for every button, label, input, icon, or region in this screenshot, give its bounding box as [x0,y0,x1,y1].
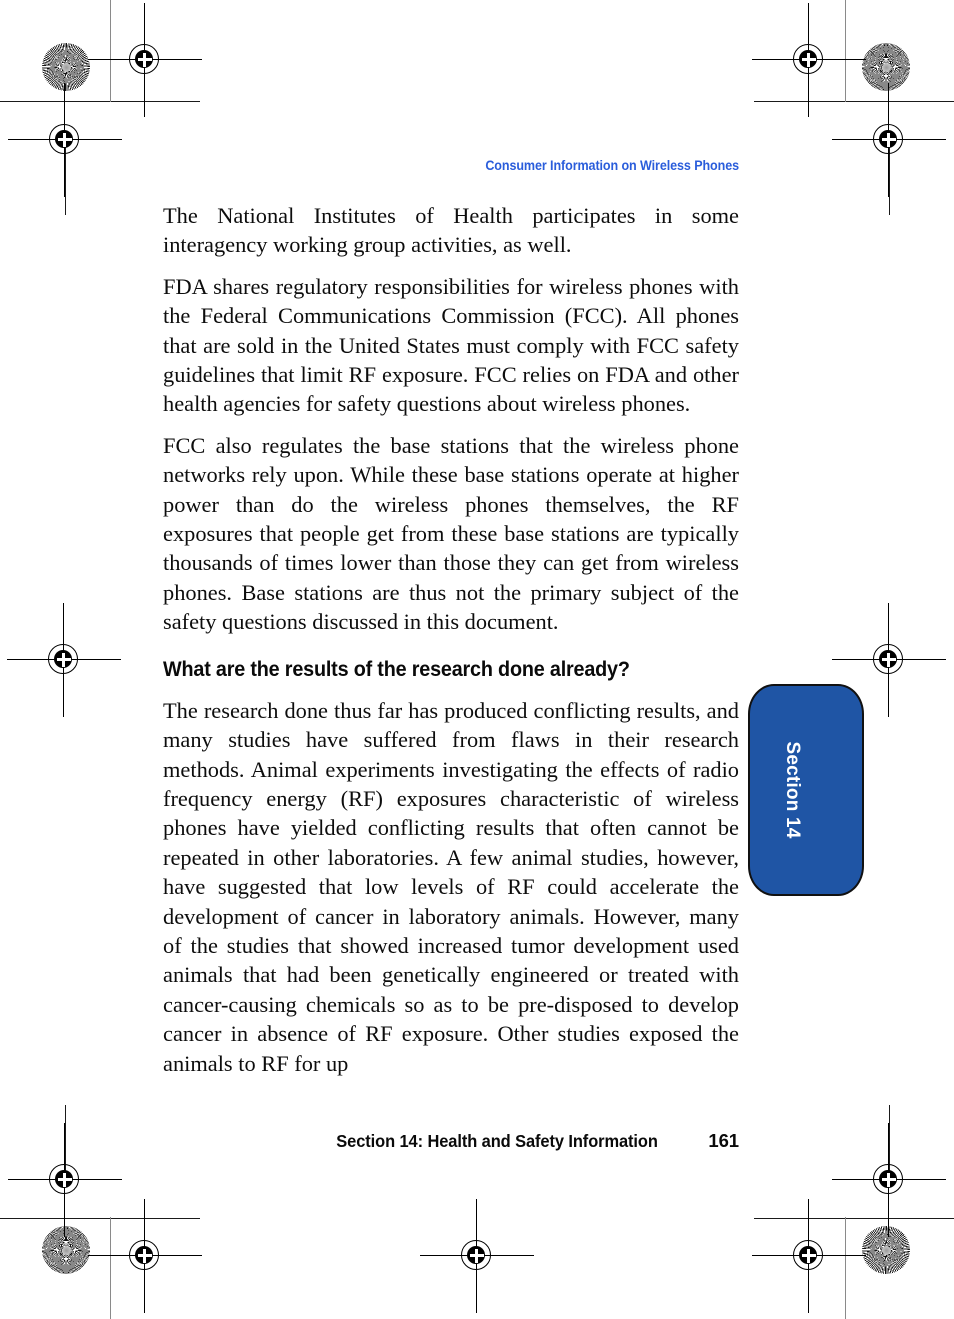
trim-line [754,101,954,102]
star-density-target-icon [862,43,910,91]
body-paragraph: The National Institutes of Health participates in some interagency working group activities, as well. [163,203,739,258]
registration-target-icon [860,631,918,689]
trim-line [889,140,890,215]
page-footer [163,1130,739,1152]
trim-line [0,1218,200,1219]
registration-target-icon [36,111,94,169]
registration-target-icon [35,631,93,689]
registration-target-icon [780,1227,838,1285]
trim-line [845,0,846,102]
trim-line [110,1217,111,1319]
registration-target-icon [36,1151,94,1209]
trim-line [889,1105,890,1180]
registration-target-icon [448,1227,506,1285]
star-density-target-icon [42,43,90,91]
star-density-target-icon [862,1226,910,1274]
page-number: 161 [708,1130,739,1151]
page-content [163,158,739,1078]
registration-target-icon [860,111,918,169]
trim-line [754,1218,954,1219]
trim-line [845,1217,846,1319]
registration-target-icon [116,31,174,89]
section-thumb-tab [748,684,864,896]
registration-target-icon [116,1227,174,1285]
running-head: Consumer Information on Wireless Phones [485,158,739,173]
section-thumb-tab-label: Section 14 [782,741,803,839]
trim-line [65,140,66,215]
body-paragraph: FCC also regulates the base stations that the wireless phone networks rely upon. While these base stations operate at higher power than do the wireless phones themselves, the RF exposures that people get from these base stations are typically thousands of times lower than those they can get from wireless phones. Base stations are thus not the primary subject of the safety questions discussed in this document. [163,432,739,635]
body-paragraph: The research done thus far has produced conflicting results, and many studies have suffered from flaws in their research methods. Animal experiments investigating the effects of radio frequency energy (RF) exposures characteristic of wireless phones have yielded conflicting results that often cannot be repeated in other laboratories. A few animal studies, however, have suggested that low levels of RF could accelerate the development of cancer in laboratory animals. However, many of the studies that showed increased tumor development used animals that had been genetically engineered or treated with cancer-causing chemicals so as to be pre-disposed to develop cancer in absence of RF exposure. Other studies exposed the animals to RF for up [163,697,739,1076]
registration-target-icon [780,31,838,89]
trim-line [0,101,200,102]
star-density-target-icon [42,1226,90,1274]
registration-target-icon [860,1151,918,1209]
footer-section-title: Section 14: Health and Safety Information [336,1131,659,1151]
trim-line [110,0,111,102]
section-heading: What are the results of the research done already? [163,656,630,681]
trim-line [65,1105,66,1180]
body-paragraph: FDA shares regulatory responsibilities for wireless phones with the Federal Communications Commission (FCC). All phones that are sold in the United States must comply with FCC safety guidelines that limit RF exposure. FCC relies on FDA and other health agencies for safety questions about wireless phones. [163,273,739,417]
